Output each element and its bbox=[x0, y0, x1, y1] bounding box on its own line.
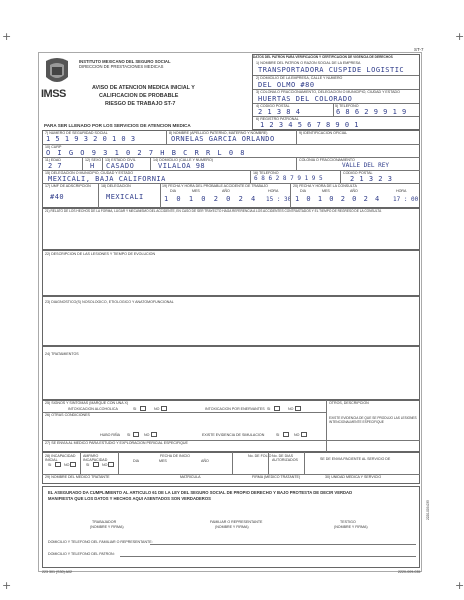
city-label: 15) DELEGACION O MUNICIPIO, CIUDAD Y ESTADO bbox=[45, 171, 134, 175]
attention-hora: HORA bbox=[396, 189, 407, 193]
form-title-line3: RIESGO DE TRABAJO ST-7 bbox=[105, 101, 176, 107]
rina-si: SI bbox=[127, 433, 131, 437]
employer-reg-label: 6) REGISTRO PATRONAL bbox=[256, 117, 299, 121]
incap-ano: AÑO bbox=[201, 459, 209, 463]
drugs-si: SI bbox=[267, 407, 271, 411]
nss-label: 7) NUMERO DE SEGURIDAD SOCIAL bbox=[45, 131, 108, 135]
trabajador-label: TRABAJADOR bbox=[92, 520, 117, 524]
lesiones-label: 22) DESCRIPCION DE LAS LESIONES Y TIEMPO DE EVOLUCION bbox=[45, 252, 156, 256]
civil-value[interactable]: CASADO bbox=[106, 162, 135, 170]
dom-patron-label: DOMICILIO Y TELEFONO DEL PATRON: bbox=[48, 552, 115, 556]
umf-label: 17) UMF DE ADSCRIPCION bbox=[45, 184, 91, 188]
signos-label: 25) SIGNOS Y SINTOMAS (MARQUE CON UNA X) bbox=[45, 401, 129, 405]
accident-hora: HORA bbox=[268, 189, 279, 193]
side-code: 2220-009-035 bbox=[426, 500, 430, 520]
registration-mark: + bbox=[455, 30, 464, 43]
attention-mes: MES bbox=[322, 189, 330, 193]
institution-dept: DIRECCION DE PRESTACIONES MEDICAS bbox=[79, 64, 164, 69]
drugs-si-checkbox[interactable] bbox=[274, 406, 280, 411]
incap-dia: DIA bbox=[133, 459, 139, 463]
alcohol-label: INTOXICACION ALCOHOLICA bbox=[68, 407, 118, 411]
form-code: ST-7 bbox=[414, 47, 424, 52]
drugs-no: NO bbox=[288, 407, 294, 411]
employer-phone-label: 5) TELEFONO bbox=[335, 104, 359, 108]
simul-no: NO bbox=[294, 433, 300, 437]
accident-ano: AÑO bbox=[222, 189, 230, 193]
addr-value[interactable]: VILALOA 98 bbox=[158, 162, 206, 170]
employer-colonia-label: 3) COLONIA O FRACCIONAMIENTO, DELEGACION O MUNICIPIO, CIUDAD Y ESTADO bbox=[256, 90, 400, 94]
incap-no: NO bbox=[64, 463, 70, 467]
addr-label: 14) DOMICILIO (CALLE Y NUMERO) bbox=[153, 158, 213, 162]
ampara-si: SI bbox=[86, 463, 90, 467]
patient-phone-label: 16) TELEFONO bbox=[253, 171, 279, 175]
age-label: 11) EDAD bbox=[45, 158, 61, 162]
familiar-label: FAMILIAR O REPRESENTANTE bbox=[210, 520, 263, 524]
colonia-value[interactable]: VALLE DEL REY bbox=[342, 162, 389, 169]
familiar-sub: (NOMBRE Y FIRMA) bbox=[215, 525, 249, 529]
patient-name-label: 8) NOMBRE (APELLIDO PATERNO, MATERNO Y NOMBRE) bbox=[169, 131, 268, 135]
incap-label: 28) INCAPACIDAD INICIAL bbox=[45, 454, 76, 462]
drugs-label: INTOXICACION POR ENERVANTES bbox=[205, 407, 265, 411]
employer-address-label: 2) DOMICILIO DE LA EMPRESA, CALLE Y NUMERO bbox=[256, 76, 343, 80]
alcohol-si-checkbox[interactable] bbox=[140, 406, 146, 411]
footer-left-code: 223 301 (S30) A02 bbox=[42, 570, 72, 574]
testigo-sub: (NOMBRE Y FIRMA) bbox=[334, 525, 368, 529]
fecha-inicio-label: FECHA DE INICIO bbox=[160, 454, 190, 458]
umf-value[interactable]: #40 bbox=[50, 193, 65, 201]
firma-label: FIRMA (MEDICO TRATANTE) bbox=[252, 475, 301, 479]
employer-name-value[interactable]: TRANSPORTADORA CUSPIDE LOGISTIC bbox=[258, 66, 405, 74]
ampara-si-checkbox[interactable] bbox=[93, 462, 99, 467]
testigo-label: TESTIGO bbox=[340, 520, 356, 524]
trabajador-sub: (NOMBRE Y FIRMA) bbox=[90, 525, 124, 529]
rina-si-checkbox[interactable] bbox=[133, 432, 139, 437]
colonia-label: COLONIA O FRACCIONAMIENTO bbox=[299, 158, 355, 162]
medico-name-label: 29) NOMBRE DEL MEDICO TRATANTE bbox=[45, 475, 110, 479]
ampara-no: NO bbox=[102, 463, 108, 467]
institution-name: INSTITUTO MEXICANO DEL SEGURO SOCIAL bbox=[79, 59, 171, 64]
attention-ano: AÑO bbox=[350, 189, 358, 193]
relato-box[interactable] bbox=[42, 208, 420, 250]
patient-cp-value[interactable]: 2 1 3 2 3 bbox=[350, 175, 393, 183]
registration-mark: + bbox=[2, 579, 12, 592]
curp-label: 10) CURP bbox=[45, 145, 62, 149]
patient-phone-value[interactable]: 6 8 6 2 8 7 9 1 9 5 bbox=[254, 175, 323, 182]
incap-si-checkbox[interactable] bbox=[55, 462, 61, 467]
rina-label: HUBO RIÑA bbox=[100, 433, 120, 437]
attention-dia: DIA bbox=[300, 189, 306, 193]
accident-dia: DIA bbox=[170, 189, 176, 193]
simul-label: EXISTE EVIDENCIA DE SIMULACION bbox=[202, 433, 265, 437]
accident-mes: MES bbox=[192, 189, 200, 193]
form-title-line2: CALIFICACION DE PROBABLE bbox=[99, 93, 179, 99]
sex-value[interactable]: H bbox=[90, 162, 95, 170]
incap-si: SI bbox=[48, 463, 52, 467]
registration-mark: + bbox=[455, 579, 464, 592]
declaration-text2: MANIFIESTA QUE LOS DATOS Y HECHOS AQUI ASENTADOS SON VERDADEROS bbox=[48, 496, 211, 501]
referral-label: 27) SE ENVIA AL MEDICO PARA ESTUDIO Y EXPLORACION PERICIAL ESPECIFIQUE bbox=[45, 441, 188, 445]
lesiones-box[interactable] bbox=[42, 250, 420, 296]
attention-date-value[interactable]: 1 0 1 0 2 0 2 4 bbox=[295, 195, 381, 203]
evid-label: EXISTE EVIDENCIA DE QUE SE PRODUJO LAS LESIONES INTENCIONALMENTE ESPECIFIQUE bbox=[329, 416, 417, 424]
declaration-text1: EL ASEGURADO DA CUMPLIMIENTO AL ARTICULO 61 DE LA LEY DEL SEGURO SOCIAL DE PROPIO DERECHO Y BAJO PROTESTA DE DECIR VERDAD bbox=[48, 490, 353, 495]
incap-no-checkbox[interactable] bbox=[70, 462, 76, 467]
accident-date-value[interactable]: 1 0 1 0 2 0 2 4 bbox=[164, 195, 258, 203]
alcohol-si: SI bbox=[133, 407, 137, 411]
form-title-line1: AVISO DE ATENCION MEDICA INICIAL Y bbox=[92, 85, 195, 91]
diagnostico-label: 23) DIAGNOSTICO(S) NOSOLOGICO, ETIOLOGICO Y ANATOMOFUNCIONAL bbox=[45, 300, 174, 304]
pase-label: SE DE ENVIA PACIENTE AL SERVICIO DE bbox=[320, 457, 391, 461]
city-value[interactable]: MEXICALI, BAJA CALIFORNIA bbox=[48, 175, 166, 183]
accident-hour-value[interactable]: 15 : 30 bbox=[266, 196, 292, 203]
employer-cp-label: 4) CODIGO POSTAL bbox=[256, 104, 290, 108]
dom-familiar-label: DOMICILIO Y TELEFONO DEL FAMILIAR O REPRESENTANTE: bbox=[48, 540, 153, 544]
rina-no-checkbox[interactable] bbox=[151, 432, 157, 437]
folio-label: No. DE FOLIO bbox=[248, 454, 272, 458]
imss-logo-text: IMSS bbox=[41, 88, 66, 100]
relato-label: 21) RELATO DE LOS HECHOS DE LA FORMA, LUGAR Y MECANISMO DEL ACCIDENTE, EN CASO DE SER TRAYECTO HAGA REFERENCIA A LOS ACCIDENTES CONTRASTADOS Y EL TIEMPO DE REGRESO DE LA CONSULTA bbox=[45, 209, 382, 213]
id-label: 9) IDENTIFICACION OFICIAL bbox=[299, 131, 348, 135]
rina-no: NO bbox=[144, 433, 150, 437]
attention-hour-value[interactable]: 17 : 00 bbox=[393, 196, 419, 203]
employer-phone-value[interactable]: 6 8 6 2 9 9 1 9 bbox=[336, 108, 407, 116]
deleg-label: 18) DELEGACION bbox=[101, 184, 131, 188]
footer-right-code: 2220-009-035 bbox=[398, 570, 421, 574]
ampara-label: AMPARO INCAPACIDAD bbox=[83, 454, 108, 462]
employer-address-value[interactable]: DEL OLMO #80 bbox=[258, 81, 315, 89]
civil-label: 13) ESTADO CIVIL bbox=[105, 158, 136, 162]
patient-cp-label: CODIGO POSTAL bbox=[343, 171, 373, 175]
accident-date-label: 19) FECHA Y HORA DEL PROBABLE ACCIDENTE DE TRABAJO bbox=[162, 184, 268, 188]
employer-colonia-value[interactable]: HUERTAS DEL COLORADO bbox=[258, 95, 353, 103]
attention-label: 20) FECHA Y HORA DE LA CONSULTA bbox=[293, 184, 357, 188]
matricula-label: MATRICULA bbox=[180, 475, 201, 479]
drugs-no-checkbox[interactable] bbox=[295, 406, 301, 411]
employer-name-label: 1) NOMBRE DEL PATRON O RAZON SOCIAL DE LA EMPRESA bbox=[256, 61, 361, 65]
incap-mes: MES bbox=[159, 459, 167, 463]
unidad-label: 30) UNIDAD MEDICA Y SERVICIO bbox=[325, 475, 382, 479]
employer-section-label: DATOS DEL PATRON PARA VERIFICACION Y CERTIFICACION DE VIGENCIA DE DERECHOS bbox=[253, 55, 393, 59]
nss-value[interactable]: 1 5 1 9 3 2 0 1 0 3 bbox=[46, 135, 136, 143]
deleg-value[interactable]: MEXICALI bbox=[106, 193, 144, 201]
ampara-no-checkbox[interactable] bbox=[108, 462, 114, 467]
otros-label: OTROS, DESCRIPCION bbox=[329, 401, 369, 405]
otras-cond-label: 26) OTRAS CONDICIONES bbox=[45, 413, 90, 417]
age-value[interactable]: 2 7 bbox=[48, 162, 63, 170]
simul-si-checkbox[interactable] bbox=[283, 432, 289, 437]
tratamientos-label: 24) TRATAMIENTOS bbox=[45, 352, 79, 356]
simul-si: SI bbox=[276, 433, 280, 437]
tratamientos-box[interactable] bbox=[42, 346, 420, 400]
patient-section-heading: PARA SER LLENADO POR LOS SERVICIOS DE ATENCION MEDICA bbox=[44, 123, 191, 128]
days-label: No. DE DIAS AUTORIZADOS bbox=[272, 454, 298, 462]
employer-cp-value[interactable]: 2 1 3 8 4 bbox=[258, 108, 301, 116]
sex-label: 12) SEXO bbox=[85, 158, 102, 162]
registration-mark: + bbox=[2, 30, 12, 43]
curp-value[interactable]: O I G O 9 3 1 0 2 7 H B C R R L 0 8 bbox=[46, 149, 247, 157]
alcohol-no: NO bbox=[154, 407, 160, 411]
simul-no-checkbox[interactable] bbox=[301, 432, 307, 437]
employer-reg-value[interactable]: 1 2 3 4 5 6 7 8 9 0 1 bbox=[260, 121, 360, 129]
alcohol-no-checkbox[interactable] bbox=[161, 406, 167, 411]
patient-name-value[interactable]: ORNELAS GARCIA ORLANDO bbox=[171, 135, 275, 143]
